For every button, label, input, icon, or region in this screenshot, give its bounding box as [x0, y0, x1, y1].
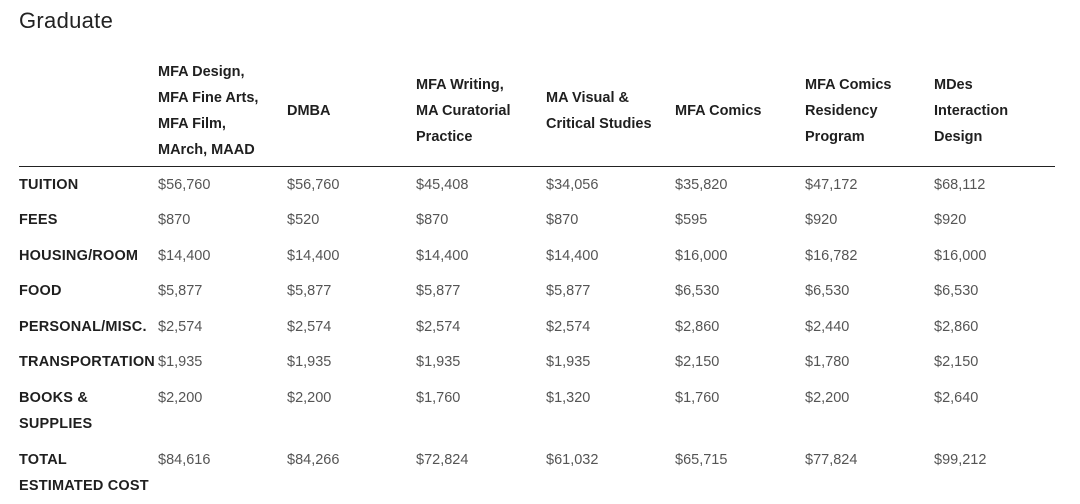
cost-cell: $6,530: [675, 283, 720, 299]
table-row: [19, 273, 1055, 309]
cost-cell: $1,935: [546, 354, 591, 370]
cost-cell: $77,824: [805, 451, 858, 468]
cost-cell: $14,400: [546, 247, 599, 264]
cost-cell: $595: [675, 212, 708, 228]
cost-cell: $56,760: [287, 177, 340, 193]
cost-cell: $2,200: [287, 389, 332, 406]
cost-cell: $6,530: [805, 283, 850, 299]
header-cell-dmba: DMBA: [283, 56, 412, 167]
cost-cell: $99,212: [934, 451, 987, 468]
header-cell-mfa-writing: MFA Writing, MA Curatorial Practice: [412, 56, 542, 167]
cost-cell: $1,780: [805, 354, 850, 370]
cost-cell: $14,400: [416, 247, 469, 264]
cost-cell: $2,574: [416, 318, 461, 335]
cost-cell: $5,877: [287, 283, 332, 299]
cost-cell: $2,200: [158, 389, 203, 406]
cost-cell: $68,112: [934, 177, 986, 193]
cost-cell: $1,760: [416, 389, 461, 406]
cost-cell: $2,574: [287, 318, 332, 335]
cost-cell: $35,820: [675, 177, 728, 193]
cost-cell: $16,000: [675, 247, 728, 264]
header-cell-mdes: MDes Interaction Design: [930, 56, 1055, 167]
cost-cell: $1,935: [287, 354, 332, 370]
row-label: TOTAL ESTIMATED COST: [19, 451, 149, 494]
cost-cell: $870: [416, 212, 449, 228]
table-row: [19, 344, 1055, 380]
cost-cell: $5,877: [158, 283, 203, 299]
cost-cell: $2,574: [546, 318, 591, 335]
cost-cell: $2,640: [934, 389, 979, 406]
header-cell-mfa-design: MFA Design, MFA Fine Arts, MFA Film, MArch, MAAD: [154, 56, 283, 167]
cost-cell: $920: [934, 212, 967, 228]
cost-cell: $5,877: [416, 283, 461, 299]
cost-cell: $870: [158, 212, 191, 228]
header-row: [19, 56, 1055, 167]
row-label: BOOKS & SUPPLIES: [19, 389, 93, 432]
cost-cell: $1,935: [158, 354, 203, 370]
cost-cell: $84,266: [287, 451, 340, 468]
cost-cell: $2,860: [675, 318, 720, 335]
header-cell-mfa-comics-residency: MFA Comics Residency Program: [801, 56, 930, 167]
cost-cell: $2,150: [934, 354, 979, 370]
cost-cell: $5,877: [546, 283, 591, 299]
cost-cell: $34,056: [546, 177, 599, 193]
cost-cell: $2,860: [934, 318, 979, 335]
table-row: [19, 238, 1055, 274]
cost-cell: $2,574: [158, 318, 203, 335]
header-cell-ma-visual: MA Visual & Critical Studies: [542, 56, 671, 167]
cost-cell: $65,715: [675, 451, 728, 468]
section-title: Graduate: [19, 8, 114, 33]
header-cell-empty: [19, 56, 154, 167]
cost-cell: $61,032: [546, 451, 599, 468]
cost-cell: $16,782: [805, 247, 858, 264]
cost-cell: $16,000: [934, 247, 987, 264]
table-row: [19, 442, 1055, 504]
row-label: PERSONAL/MISC.: [19, 318, 147, 335]
table-row: [19, 309, 1055, 345]
cost-cell: $920: [805, 212, 838, 228]
row-label: TUITION: [19, 177, 79, 193]
table-row: [19, 167, 1055, 203]
header-cell-mfa-comics: MFA Comics: [671, 56, 801, 167]
cost-cell: $2,150: [675, 354, 720, 370]
cost-cell: $870: [546, 212, 579, 228]
row-label: FOOD: [19, 283, 62, 299]
cost-cell: $1,320: [546, 389, 591, 406]
cost-cell: $56,760: [158, 177, 211, 193]
cost-cell: $14,400: [158, 247, 211, 264]
cost-cell: $72,824: [416, 451, 469, 468]
cost-cell: $47,172: [805, 177, 858, 193]
cost-cell: $84,616: [158, 451, 211, 468]
cost-cell: $45,408: [416, 177, 469, 193]
cost-cell: $14,400: [287, 247, 340, 264]
cost-cell: $2,200: [805, 389, 850, 406]
row-label: FEES: [19, 212, 58, 228]
row-label: TRANSPORTATION: [19, 354, 155, 370]
cost-cell: $520: [287, 212, 320, 228]
row-label: HOUSING/ROOM: [19, 247, 139, 264]
table-row: [19, 202, 1055, 238]
cost-cell: $1,935: [416, 354, 461, 370]
cost-cell: $2,440: [805, 318, 850, 335]
graduate-cost-table: [19, 56, 1055, 504]
cost-cell: $1,760: [675, 389, 720, 406]
table-row: [19, 380, 1055, 442]
cost-cell: $6,530: [934, 283, 979, 299]
